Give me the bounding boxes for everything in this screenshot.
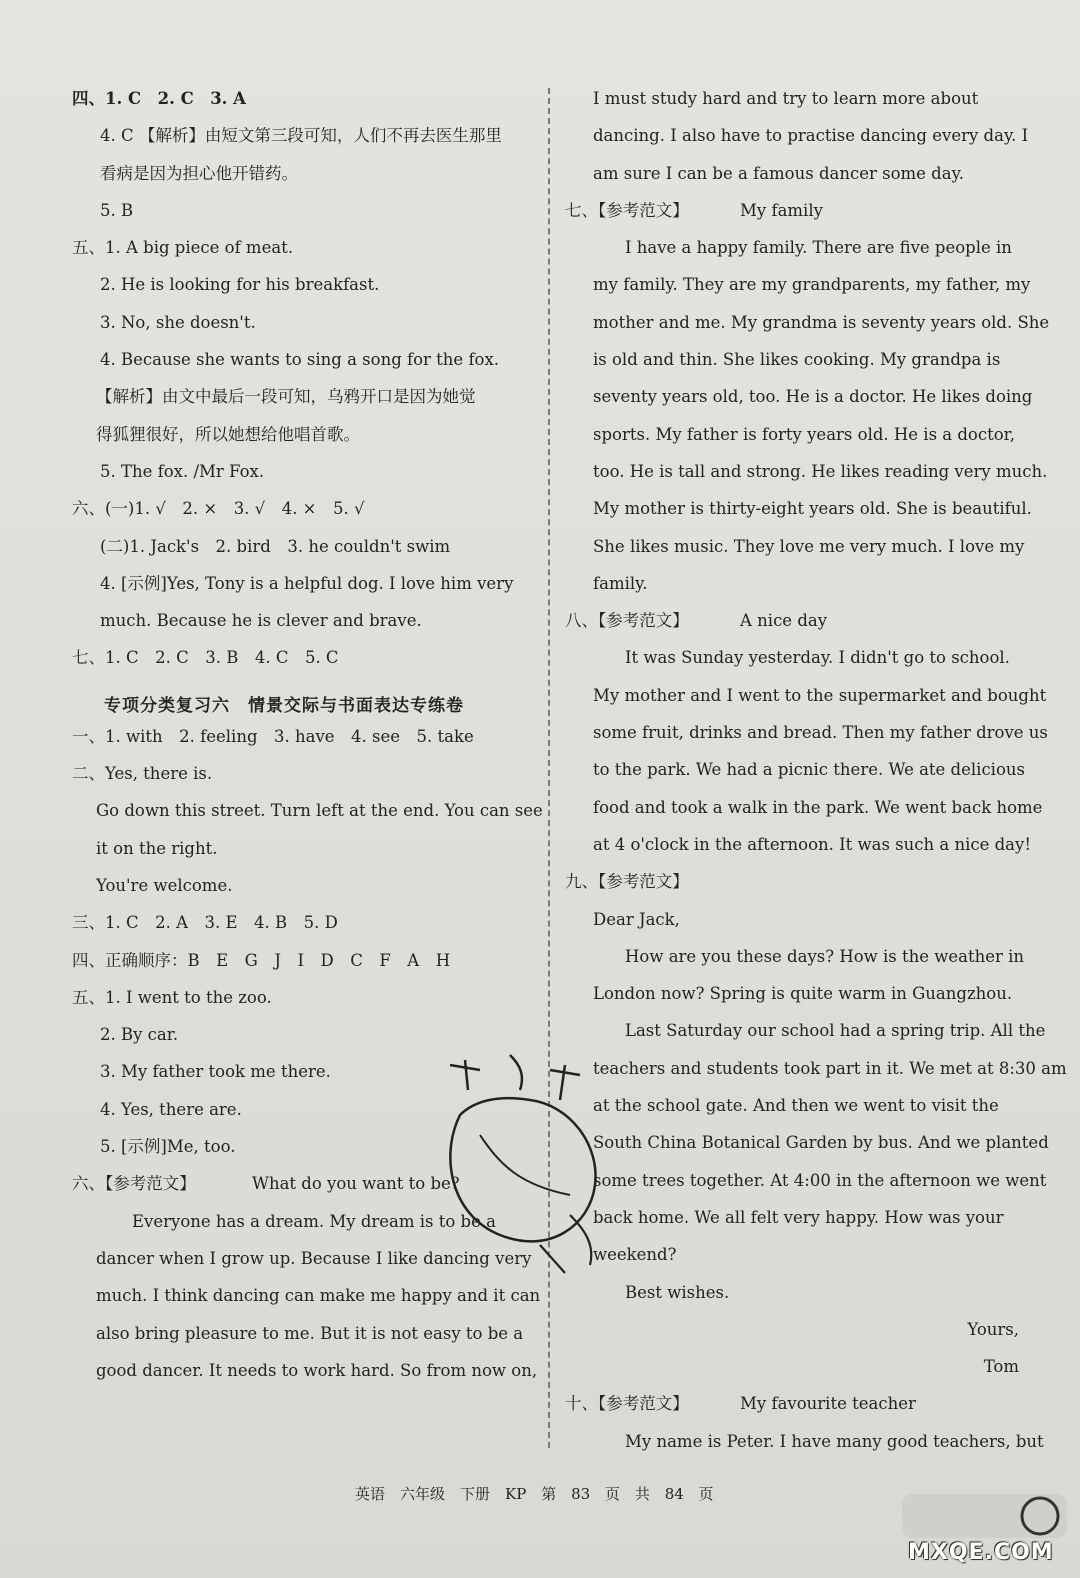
essay-line: some fruit, drinks and bread. Then my father drove us bbox=[593, 723, 1048, 743]
letter-signature: Tom bbox=[983, 1357, 1019, 1377]
letter-closing: Best wishes. bbox=[625, 1282, 730, 1302]
essay-line: My mother is thirty-eight years old. She is beautiful. bbox=[593, 499, 1032, 519]
answer-line: 六、(一)1. √ 2. × 3. √ 4. × 5. √ bbox=[72, 499, 365, 519]
essay-line: at 4 o'clock in the afternoon. It was such a nice day! bbox=[593, 834, 1031, 854]
answer-line: 【解析】由文中最后一段可知，乌鸦开口是因为她觉 bbox=[96, 387, 476, 407]
answer-line: 5. The fox. /Mr Fox. bbox=[100, 461, 265, 481]
essay-line: seventy years old, too. He is a doctor. He likes doing bbox=[593, 387, 1033, 407]
essay-label: 九、【参考范文】 bbox=[565, 872, 689, 892]
essay-line: I have a happy family. There are five people in bbox=[625, 238, 1012, 258]
essay-line: How are you these days? How is the weather in bbox=[625, 946, 1025, 966]
answer-line: Go down this street. Turn left at the end. You can see bbox=[96, 801, 543, 821]
essay-label: 七、【参考范文】 bbox=[565, 200, 689, 220]
answer-line: it on the right. bbox=[96, 838, 218, 858]
essay-line: My name is Peter. I have many good teachers, but bbox=[625, 1431, 1044, 1451]
site-logo bbox=[900, 1490, 1070, 1570]
answer-line: 得狐狸很好，所以她想给他唱首歌。 bbox=[96, 424, 360, 444]
answer-line: (二)1. Jack's 2. bird 3. he couldn't swim bbox=[100, 536, 451, 556]
answer-line: 看病是因为担心他开错药。 bbox=[100, 163, 298, 183]
answer-line: 五、1. A big piece of meat. bbox=[72, 238, 294, 258]
essay-line: teachers and students took part in it. We met at 8:30 am bbox=[593, 1058, 1067, 1078]
essay-title: What do you want to be? bbox=[252, 1174, 460, 1194]
essay-line: I must study hard and try to learn more about bbox=[593, 89, 979, 108]
answer-line: 二、Yes, there is. bbox=[72, 764, 213, 784]
answer-line: 三、1. C 2. A 3. E 4. B 5. D bbox=[72, 913, 338, 933]
essay-heading bbox=[565, 192, 1027, 229]
essay-title: My favourite teacher bbox=[740, 1394, 916, 1414]
answer-line: 4. Because she wants to sing a song for the fox. bbox=[100, 350, 500, 370]
essay-title: A nice day bbox=[740, 611, 828, 631]
answer-line: 2. By car. bbox=[100, 1025, 179, 1045]
answer-line: 3. My father took me there. bbox=[100, 1062, 331, 1082]
answer-line: 四、1. C 2. C 3. A bbox=[72, 89, 246, 108]
essay-line: sports. My father is forty years old. He is a doctor, bbox=[593, 424, 1015, 444]
answer-line: 4. [示例]Yes, Tony is a helpful dog. I love him very bbox=[100, 573, 514, 593]
essay-line: good dancer. It needs to work hard. So from now on, bbox=[96, 1360, 538, 1380]
left-column bbox=[72, 80, 543, 1389]
essay-line: is old and thin. She likes cooking. My grandpa is bbox=[593, 350, 1001, 370]
essay-line: some trees together. At 4:00 in the afternoon we went bbox=[593, 1170, 1047, 1190]
essay-line: She likes music. They love me very much. I love my bbox=[593, 536, 1025, 556]
essay-line: South China Botanical Garden by bus. And we planted bbox=[593, 1133, 1049, 1153]
answer-line: much. Because he is clever and brave. bbox=[100, 611, 422, 631]
logo-icon bbox=[900, 1490, 1070, 1540]
essay-heading bbox=[565, 863, 1027, 900]
essay-line: food and took a walk in the park. We went back home bbox=[593, 797, 1043, 817]
essay-title: My family bbox=[740, 200, 823, 220]
answer-line: 3. No, she doesn't. bbox=[100, 312, 256, 332]
answer-line: 七、1. C 2. C 3. B 4. C 5. C bbox=[72, 648, 339, 668]
essay-line: Everyone has a dream. My dream is to be a bbox=[132, 1211, 496, 1231]
essay-heading bbox=[565, 1385, 1027, 1422]
essay-label: 六、【参考范文】 bbox=[72, 1174, 196, 1194]
answer-line: 5. [示例]Me, too. bbox=[100, 1137, 236, 1157]
essay-line: My mother and I went to the supermarket and bought bbox=[593, 685, 1047, 705]
answer-line: 4. Yes, there are. bbox=[100, 1099, 242, 1119]
essay-line: London now? Spring is quite warm in Guangzhou. bbox=[593, 984, 1013, 1004]
answer-line: 5. B bbox=[100, 200, 134, 220]
page-footer: 英语 六年级 下册 KP 第 83 页 共 84 页 bbox=[355, 1485, 714, 1503]
essay-line: weekend? bbox=[593, 1245, 677, 1265]
essay-heading bbox=[565, 602, 1027, 639]
section-title: 专项分类复习六 情景交际与书面表达专练卷 bbox=[104, 695, 464, 716]
essay-line: Last Saturday our school had a spring trip. All the bbox=[625, 1021, 1046, 1041]
essay-heading bbox=[72, 1165, 532, 1202]
essay-line: family. bbox=[593, 573, 648, 593]
essay-line: am sure I can be a famous dancer some day. bbox=[593, 163, 964, 183]
answer-line: You're welcome. bbox=[96, 875, 233, 895]
essay-line: It was Sunday yesterday. I didn't go to school. bbox=[625, 648, 1010, 668]
answer-line: 五、1. I went to the zoo. bbox=[72, 987, 272, 1007]
essay-line: also bring pleasure to me. But it is not easy to be a bbox=[96, 1323, 524, 1343]
logo-text: MXQE.COM bbox=[908, 1540, 1054, 1565]
answer-line: 一、1. with 2. feeling 3. have 4. see 5. take bbox=[72, 726, 474, 746]
answer-line: 2. He is looking for his breakfast. bbox=[100, 275, 380, 295]
essay-line: to the park. We had a picnic there. We ate delicious bbox=[593, 760, 1025, 780]
essay-label: 十、【参考范文】 bbox=[565, 1394, 689, 1414]
answer-line: 4. C 【解析】由短文第三段可知，人们不再去医生那里 bbox=[100, 126, 502, 146]
essay-label: 八、【参考范文】 bbox=[565, 611, 689, 631]
answer-line: 四、正确顺序：B E G J I D C F A H bbox=[72, 950, 451, 970]
essay-line: dancing. I also have to practise dancing every day. I bbox=[593, 126, 1029, 146]
essay-line: much. I think dancing can make me happy and it can bbox=[96, 1286, 541, 1306]
letter-signoff: Yours, bbox=[967, 1319, 1019, 1339]
essay-line: too. He is tall and strong. He likes reading very much. bbox=[593, 461, 1048, 481]
essay-line: back home. We all felt very happy. How was your bbox=[593, 1207, 1004, 1227]
essay-line: mother and me. My grandma is seventy years old. She bbox=[593, 312, 1050, 332]
letter-greeting: Dear Jack, bbox=[593, 909, 680, 929]
essay-line: my family. They are my grandparents, my father, my bbox=[593, 275, 1031, 295]
column-divider bbox=[548, 88, 550, 1448]
essay-line: dancer when I grow up. Because I like dancing very bbox=[96, 1248, 532, 1268]
right-column bbox=[565, 80, 1067, 1460]
essay-line: at the school gate. And then we went to visit the bbox=[593, 1096, 999, 1116]
